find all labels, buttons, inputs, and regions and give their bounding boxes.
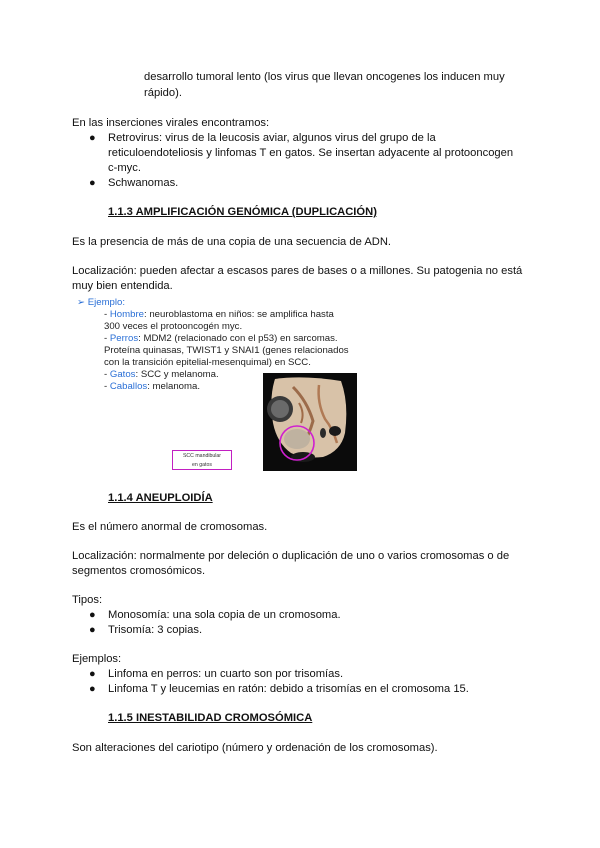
viral-bullet-1-line-3: c-myc.: [108, 162, 141, 174]
section-title-1-1-4: 1.1.4 ANEUPLOIDÍA: [108, 492, 213, 504]
skull-photo: [263, 373, 357, 471]
ejemplos-label: Ejemplos:: [72, 653, 122, 665]
section-title-1-1-5: 1.1.5 INESTABILIDAD CROMOSÓMICA: [108, 712, 313, 724]
example-line-dogs: - Perros: MDM2 (relacionado con el p53) en sarcomas.: [104, 333, 338, 344]
bullet-icon: ●: [89, 668, 96, 680]
bullet-icon: ●: [89, 624, 96, 636]
caption-line-1: SCC mandibular: [182, 453, 222, 459]
ejemplo-2: Linfoma T y leucemias en ratón: debido a trisomías en el cromosoma 15.: [108, 683, 469, 695]
bullet-icon: ●: [89, 177, 96, 189]
example-line-cats: - Gatos: SCC y melanoma.: [104, 369, 219, 380]
bullet-icon: ●: [89, 683, 96, 695]
viral-bullet-1-line-1: Retrovirus: virus de la leucosis aviar, algunos virus del grupo de la: [108, 132, 436, 144]
image-caption-box: [172, 450, 232, 470]
caption-line-2: en gatos: [192, 461, 212, 468]
ejemplo-1: Linfoma en perros: un cuarto son por trisomías.: [108, 668, 344, 680]
viral-bullet-1-line-2: reticuloendoteliosis y linfomas T en gatos. Se insertan adyacente al protooncogen: [108, 147, 514, 159]
example-line-dogs-3: con la transición epitelial-mesenquimal) en SCC.: [104, 357, 311, 368]
example-line-human: - Hombre: neuroblastoma en niños: se amplifica hasta: [104, 309, 334, 320]
intro-line-2: rápido).: [144, 87, 182, 99]
viral-bullet-2: Schwanomas.: [108, 177, 179, 189]
bullet-icon: ●: [89, 609, 96, 621]
s114-definition: Es el número anormal de cromosomas.: [72, 521, 268, 533]
s113-definition: Es la presencia de más de una copia de una secuencia de ADN.: [72, 236, 392, 248]
viral-intro: En las inserciones virales encontramos:: [72, 117, 270, 129]
s113-localization-line-1: Localización: pueden afectar a escasos pares de bases o a millones. Su patogenia no está: [72, 265, 523, 277]
section-title-1-1-3: 1.1.3 AMPLIFICACIÓN GENÓMICA (DUPLICACIÓN): [108, 206, 377, 218]
s114-localization-line-1: Localización: normalmente por deleción o duplicación de uno o varios cromosomas o de: [72, 550, 510, 562]
s114-localization-line-2: segmentos cromosómicos.: [72, 565, 206, 577]
example-line-horses: - Caballos: melanoma.: [104, 381, 201, 392]
example-header: ➢ Ejemplo:: [77, 297, 126, 308]
s113-localization-line-2: muy bien entendida.: [72, 280, 173, 292]
example-line-human-2: 300 veces el protooncogén myc.: [104, 321, 243, 332]
tipo-2: Trisomía: 3 copias.: [108, 624, 203, 636]
tipo-1: Monosomía: una sola copia de un cromosoma.: [108, 609, 341, 621]
example-line-dogs-2: Proteína quinasas, TWIST1 y SNAI1 (genes relacionados: [104, 345, 349, 356]
tipos-label: Tipos:: [72, 594, 103, 606]
intro-line-1: desarrollo tumoral lento (los virus que llevan oncogenes los inducen muy: [144, 71, 505, 83]
bullet-icon: ●: [89, 132, 96, 144]
skull-photo-image: [263, 373, 357, 471]
s115-definition: Son alteraciones del cariotipo (número y ordenación de los cromosomas).: [72, 742, 438, 754]
